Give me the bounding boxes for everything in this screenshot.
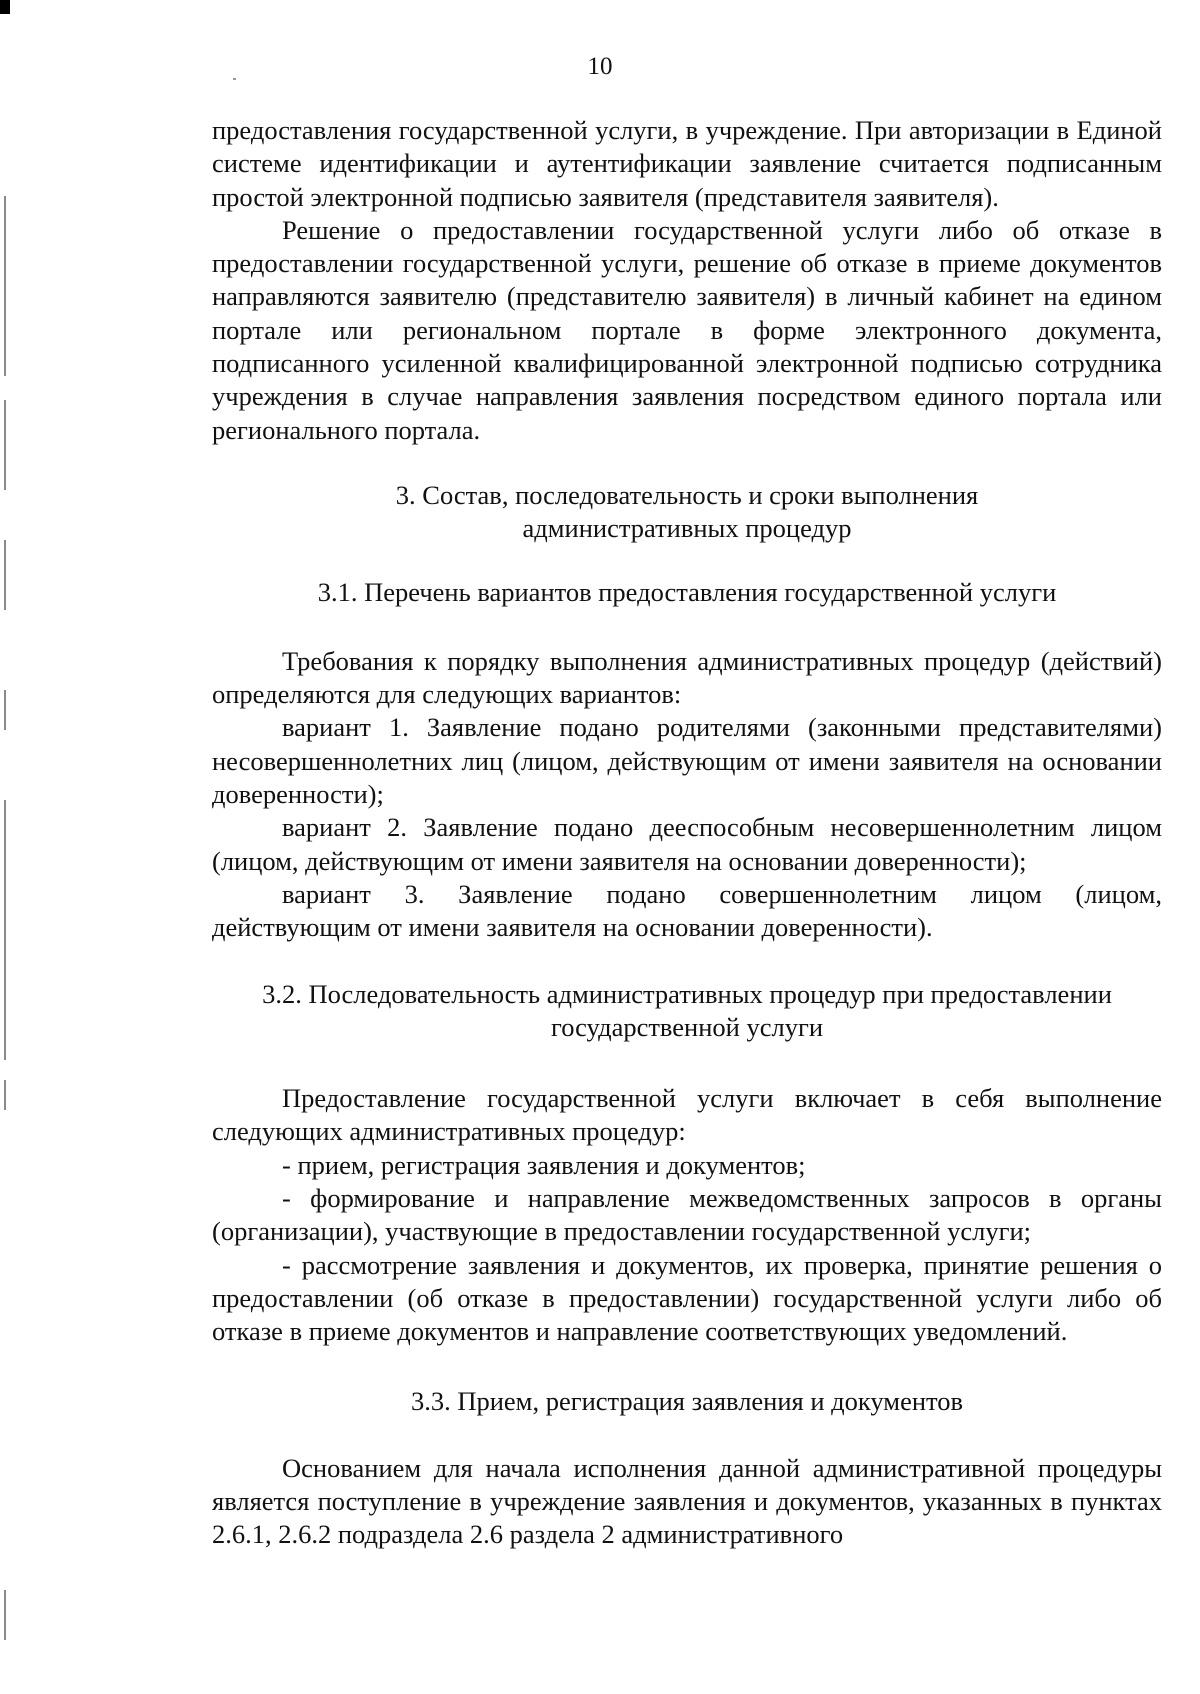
subsection-heading xyxy=(212,576,1162,609)
scan-edge-line xyxy=(4,400,6,490)
list-item: - рассмотрение заявления и документов, их проверка, принятие решения о предоставлении (об отказе в предоставлении) государственной услуги либо об отказе в приеме документов и направление соответствующих уведомлений. xyxy=(212,1249,1162,1347)
list-item: вариант 3. Заявление подано совершеннолетним лицом (лицом, действующим от имени заявителя на основании доверенности). xyxy=(212,878,1162,943)
page-number: 10 xyxy=(587,53,613,80)
heading-line: государственной услуги xyxy=(550,1011,824,1042)
paragraph: Основанием для начала исполнения данной административной процедуры является поступление в учреждение заявления и документов, указанных в пунктах 2.6.1, 2.6.2 подраздела 2.6 раздела 2 административного xyxy=(212,1452,1162,1550)
document-body xyxy=(212,114,1162,1552)
heading-line: административных процедур xyxy=(522,513,852,544)
scan-edge-line xyxy=(4,540,6,610)
scan-corner-mark xyxy=(0,0,10,14)
list-item: вариант 1. Заявление подано родителями (законными представителями) несовершеннолетних лиц (лицом, действующим от имени заявителя на основании доверенности); xyxy=(212,712,1162,810)
paragraph: Решение о предоставлении государственной услуги либо об отказе в предоставлении государственной услуги, решение об отказе в приеме документов направляются заявителю (представителю заявителя) в личный кабинет на едином портале или региональном портале в форме электронного документа, подписанного усиленной квалифицированной электронной подписью сотрудника учреждения в случае направления заявления посредством единого портала или регионального портала. xyxy=(212,214,1162,445)
paragraph: Требования к порядку выполнения административных процедур (действий) определяются для следующих вариантов: xyxy=(212,645,1162,710)
list-item: - формирование и направление межведомственных запросов в органы (организации), участвующие в предоставлении государственной услуги; xyxy=(212,1183,1162,1247)
scan-edge-line xyxy=(4,1080,6,1110)
section-heading xyxy=(212,479,1162,546)
heading-line: 3.3. Прием, регистрация заявления и документов xyxy=(410,1385,964,1416)
heading-line: 3. Состав, последовательность и сроки выполнения xyxy=(395,479,979,510)
subsection-heading xyxy=(212,1385,1162,1418)
heading-line: 3.1. Перечень вариантов предоставления государственной услуги xyxy=(317,576,1057,607)
paragraph: предоставления государственной услуги, в учреждение. При авторизации в Единой системе идентификации и аутентификации заявление считается подписанным простой электронной подписью заявителя (представителя заявителя). xyxy=(212,115,1162,212)
paragraph: Предоставление государственной услуги включает в себя выполнение следующих административных процедур: xyxy=(212,1083,1162,1147)
list-item: вариант 2. Заявление подано дееспособным несовершеннолетним лицом (лицом, действующим от имени заявителя на основании доверенности); xyxy=(212,812,1162,876)
list-item: - прием, регистрация заявления и документов; xyxy=(282,1149,806,1180)
heading-line: 3.2. Последовательность административных процедур при предоставлении xyxy=(262,978,1112,1009)
scan-edge-line xyxy=(4,1590,6,1640)
scan-edge-line xyxy=(4,196,6,376)
scan-edge-line xyxy=(4,800,6,1060)
subsection-heading xyxy=(212,978,1162,1045)
scan-edge-line xyxy=(4,690,6,730)
